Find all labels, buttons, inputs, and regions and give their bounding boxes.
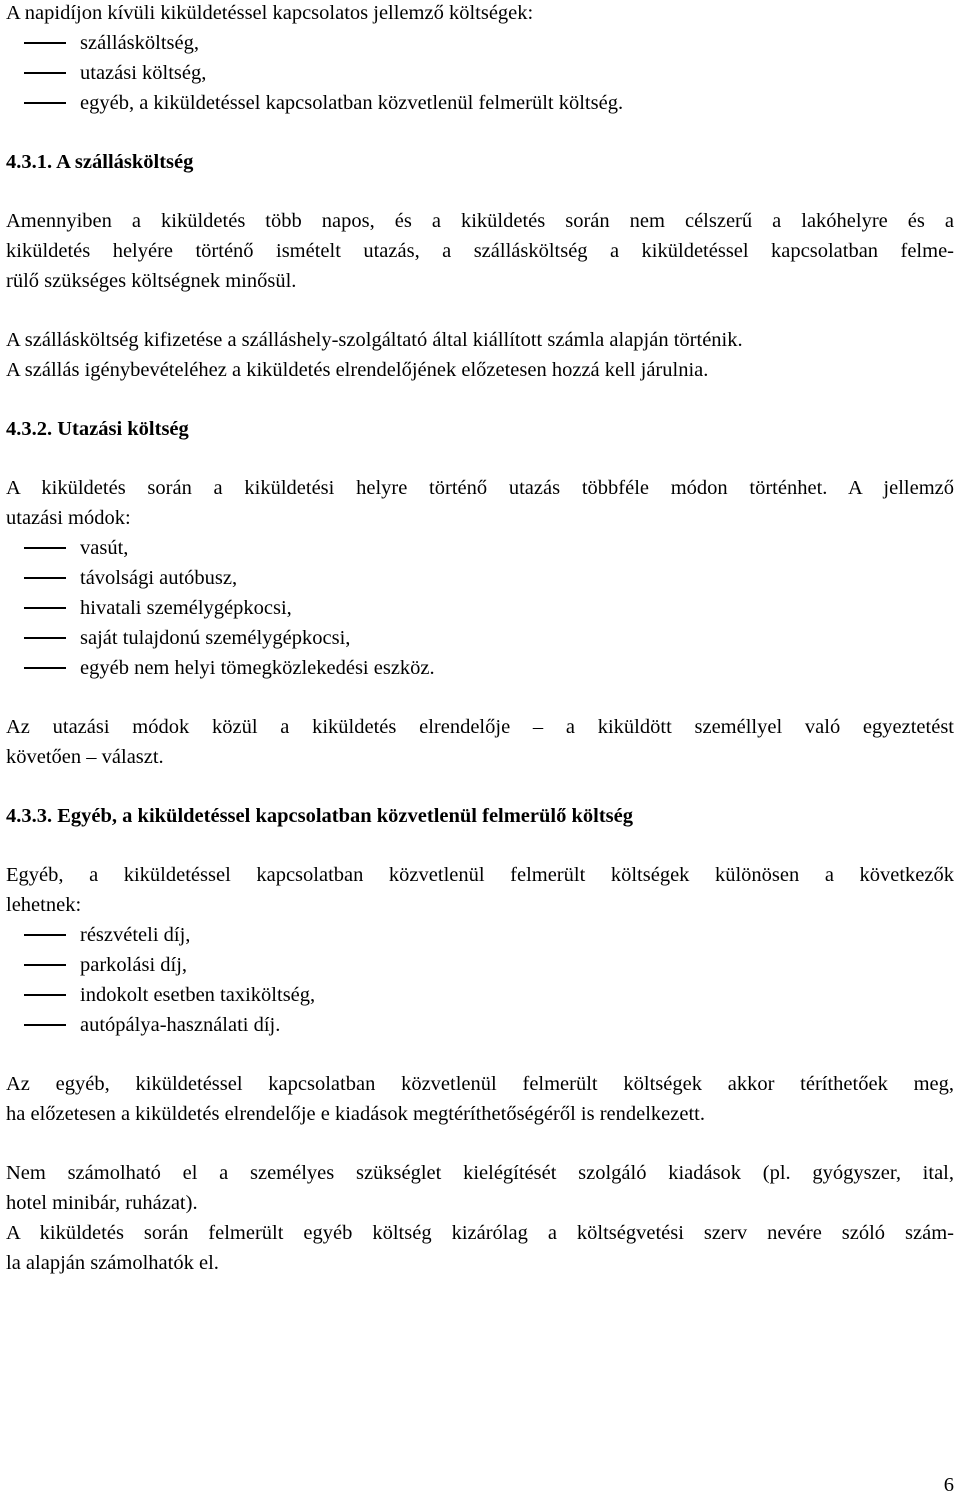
page-number: 6 bbox=[943, 1474, 954, 1496]
dash-icon bbox=[24, 1024, 66, 1026]
list-item: utazási költség, bbox=[6, 58, 954, 88]
travel-mode-list bbox=[6, 533, 954, 683]
list-item: indokolt esetben taxiköltség, bbox=[6, 980, 954, 1010]
dash-icon bbox=[24, 667, 66, 669]
dash-icon bbox=[24, 102, 66, 104]
intro-text bbox=[6, 0, 954, 28]
dash-icon bbox=[24, 42, 66, 44]
paragraph: A szállásköltség kifizetése a szálláshely-szolgáltató által kiállított számla alapján történik. A szállás igénybevételéhez a kiküldetés elrendelőjének előzetesen hozzá kell járulnia. bbox=[6, 329, 743, 381]
list-item: vasút, bbox=[6, 533, 954, 563]
list-item: hivatali személygépkocsi, bbox=[6, 593, 954, 623]
paragraph: Az egyéb, kiküldetéssel kapcsolatban közvetlenül felmerült költségek akkor téríthetőek meg, ha előzetesen a kiküldetés elrendelője e kiadások megtéríthetőségéről is rendelkezett. bbox=[6, 1073, 954, 1125]
section-heading-other-costs: 4.3.3. Egyéb, a kiküldetéssel kapcsolatban közvetlenül felmerülő költség bbox=[6, 805, 633, 827]
list-item: egyéb, a kiküldetéssel kapcsolatban közvetlenül felmerült költség. bbox=[6, 88, 954, 118]
other-cost-list bbox=[6, 920, 954, 1040]
section-heading-accommodation: 4.3.1. A szállásköltség bbox=[6, 151, 194, 173]
list-item: autópálya-használati díj. bbox=[6, 1010, 954, 1040]
dash-icon bbox=[24, 994, 66, 996]
list-item: egyéb nem helyi tömegközlekedési eszköz. bbox=[6, 653, 954, 683]
dash-icon bbox=[24, 547, 66, 549]
list-item: szállásköltség, bbox=[6, 28, 954, 58]
list-item: részvételi díj, bbox=[6, 920, 954, 950]
list-item: távolsági autóbusz, bbox=[6, 563, 954, 593]
intro-line: A napidíjon kívüli kiküldetéssel kapcsolatos jellemző költségek: bbox=[6, 2, 534, 24]
dash-icon bbox=[24, 72, 66, 74]
paragraph: Az utazási módok közül a kiküldetés elrendelője – a kiküldött személlyel való egyeztetést követően – választ. bbox=[6, 716, 954, 768]
paragraph: Amennyiben a kiküldetés több napos, és a kiküldetés során nem célszerű a lakóhelyre és a kiküldetés helyére történő ismételt utazás, a szállásköltség a kiküldetéssel kapcsolatban felme- rülő szükséges költségnek minősül. bbox=[6, 210, 954, 292]
dash-icon bbox=[24, 934, 66, 936]
cost-list bbox=[6, 28, 954, 118]
dash-icon bbox=[24, 577, 66, 579]
paragraph: A kiküldetés során a kiküldetési helyre történő utazás többféle módon történhet. A jellemző utazási módok: bbox=[6, 477, 954, 529]
paragraph: Nem számolható el a személyes szükséglet kielégítését szolgáló kiadások (pl. gyógyszer, ital, hotel minibár, ruházat). A kiküldetés során felmerült egyéb költség kizárólag a költségvetési szerv nevére szóló szám- la alapján számolhatók el. bbox=[6, 1162, 954, 1274]
section-heading-travel: 4.3.2. Utazási költség bbox=[6, 418, 189, 440]
list-item: parkolási díj, bbox=[6, 950, 954, 980]
dash-icon bbox=[24, 637, 66, 639]
dash-icon bbox=[24, 607, 66, 609]
paragraph: Egyéb, a kiküldetéssel kapcsolatban közvetlenül felmerült költségek különösen a következők lehetnek: bbox=[6, 864, 954, 916]
list-item: saját tulajdonú személygépkocsi, bbox=[6, 623, 954, 653]
dash-icon bbox=[24, 964, 66, 966]
